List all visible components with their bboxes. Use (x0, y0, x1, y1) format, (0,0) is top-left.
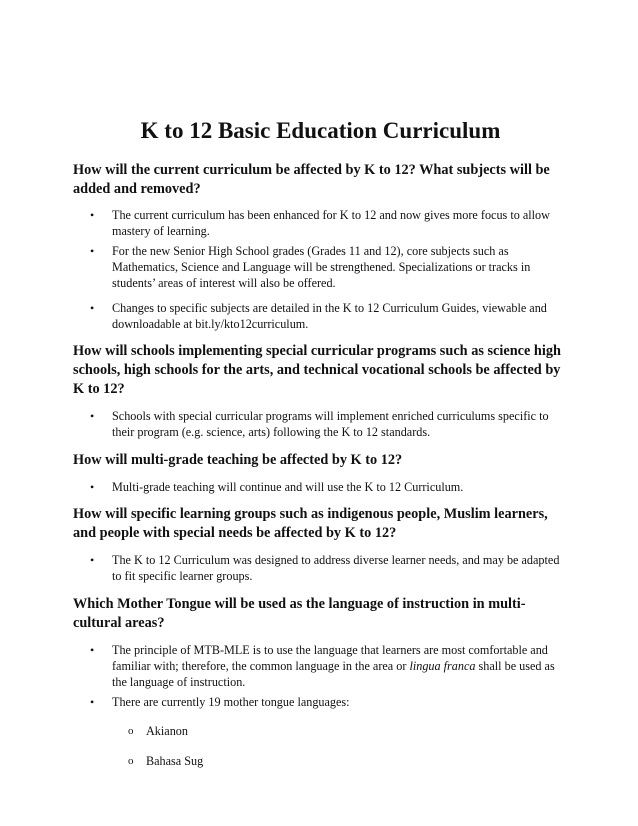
bullet-list (73, 479, 568, 495)
list-item: • Changes to specific subjects are detailed in the K to 12 Curriculum Guides, viewable and downloadable at bit.ly/kto12curriculum. (90, 301, 547, 331)
bullet-list (73, 642, 568, 710)
sub-bullet-list (73, 723, 568, 769)
bullet-icon: • (90, 208, 95, 222)
question-curriculum-changes: How will the current curriculum be affected by K to 12? What subjects will be added and removed? (73, 162, 550, 197)
bullet-list (73, 207, 568, 332)
list-item: • The current curriculum has been enhanced for K to 12 and now gives more focus to allow mastery of learning. (90, 208, 550, 238)
bullet-icon: • (90, 553, 95, 567)
sub-list-item: o Akianon (128, 724, 188, 738)
list-item: • The principle of MTB-MLE is to use the language that learners are most comfortable and familiar with; therefore, the common language in the area or lingua franca shall be used as the language of instruction. (90, 643, 555, 689)
question-special-programs: How will schools implementing special curricular programs such as science high schools, high schools for the arts, and technical vocational schools be affected by K to 12? (73, 343, 561, 397)
document-page (73, 116, 568, 769)
circle-bullet-icon: o (128, 725, 134, 737)
list-item: • Multi-grade teaching will continue and will use the K to 12 Curriculum. (90, 480, 464, 494)
bullet-icon: • (90, 643, 95, 657)
document-title: K to 12 Basic Education Curriculum (140, 118, 501, 143)
sub-list-item: o Bahasa Sug (128, 754, 204, 768)
list-item: • For the new Senior High School grades (Grades 11 and 12), core subjects such as Mathematics, Science and Language will be strengthened. Specializations or tracks in students’ areas of interest will also be offered. (90, 244, 531, 290)
bullet-icon: • (90, 480, 95, 494)
italic-term: lingua franca (409, 659, 476, 673)
bullet-list (73, 552, 568, 584)
bullet-icon: • (90, 244, 95, 258)
list-item: • The K to 12 Curriculum was designed to address diverse learner needs, and may be adapted to fit specific learner groups. (90, 553, 560, 583)
question-mother-tongue: Which Mother Tongue will be used as the language of instruction in multi-cultural areas? (73, 596, 526, 631)
question-multi-grade: How will multi-grade teaching be affected by K to 12? (73, 452, 403, 468)
list-item: • Schools with special curricular programs will implement enriched curriculums specific to their program (e.g. science, arts) following the K to 12 standards. (90, 409, 549, 439)
bullet-icon: • (90, 409, 95, 423)
bullet-icon: • (90, 301, 95, 315)
bullet-list (73, 408, 568, 440)
list-item: • There are currently 19 mother tongue languages: (90, 695, 350, 709)
question-learning-groups: How will specific learning groups such as indigenous people, Muslim learners, and people with special needs be affected by K to 12? (73, 506, 548, 541)
circle-bullet-icon: o (128, 755, 134, 767)
bullet-icon: • (90, 695, 95, 709)
